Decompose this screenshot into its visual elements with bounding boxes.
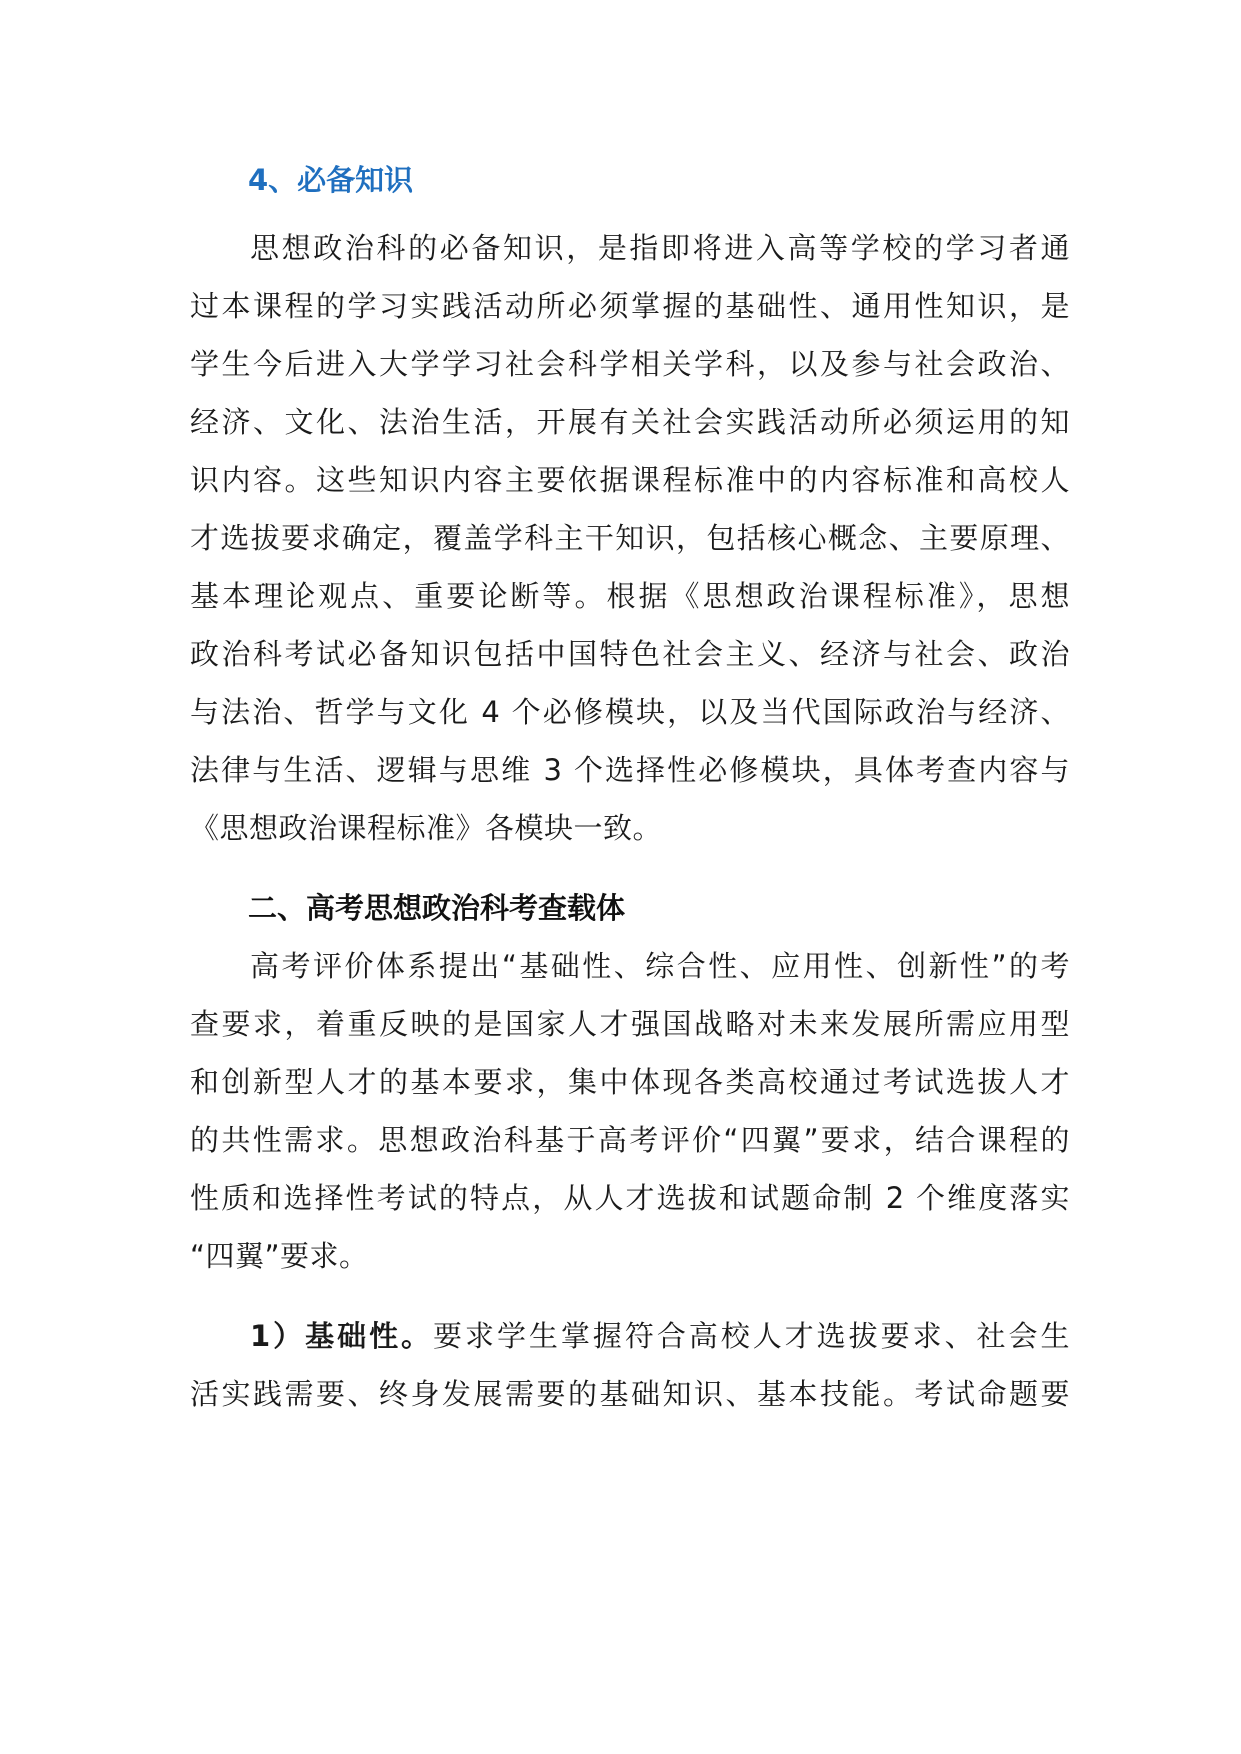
- item-1-line: [250, 1316, 1070, 1356]
- paragraph-line: 政治科考试必备知识包括中国特色社会主义、经济与社会、政治: [190, 637, 1070, 671]
- paragraph-line: 查要求，着重反映的是国家人才强国战略对未来发展所需应用型: [190, 1007, 1070, 1041]
- paragraph-line: 识内容。这些知识内容主要依据课程标准中的内容标准和高校人: [190, 463, 1070, 497]
- item-1-label: 1）基础性。: [250, 1319, 434, 1353]
- section-2-heading: 二、高考思想政治科考查载体: [248, 891, 626, 925]
- paragraph-line: 思想政治科的必备知识，是指即将进入高等学校的学习者通: [250, 231, 1070, 265]
- paragraph-line: 法律与生活、逻辑与思维 3 个选择性必修模块，具体考查内容与: [190, 753, 1070, 787]
- section-4-heading: 4、必备知识: [248, 163, 414, 197]
- paragraph-line: 过本课程的学习实践活动所必须掌握的基础性、通用性知识，是: [190, 289, 1070, 323]
- paragraph-line: 基本理论观点、重要论断等。根据《思想政治课程标准》，思想: [190, 579, 1070, 613]
- paragraph-line: 与法治、哲学与文化 4 个必修模块，以及当代国际政治与经济、: [190, 695, 1070, 729]
- paragraph-line: 经济、文化、法治生活，开展有关社会实践活动所必须运用的知: [190, 405, 1070, 439]
- paragraph-line: 性质和选择性考试的特点，从人才选拔和试题命制 2 个维度落实: [190, 1181, 1070, 1215]
- paragraph-line: 活实践需要、终身发展需要的基础知识、基本技能。考试命题要: [190, 1377, 1070, 1411]
- paragraph-line: 的共性需求。思想政治科基于高考评价“四翼”要求，结合课程的: [190, 1123, 1070, 1157]
- paragraph-line: 学生今后进入大学学习社会科学相关学科，以及参与社会政治、: [190, 347, 1070, 381]
- item-1-text: 要求学生掌握符合高校人才选拔要求、社会生: [433, 1319, 1070, 1353]
- paragraph-line: 和创新型人才的基本要求，集中体现各类高校通过考试选拔人才: [190, 1065, 1070, 1099]
- paragraph-line: 高考评价体系提出“基础性、综合性、应用性、创新性”的考: [250, 949, 1070, 983]
- paragraph-line: “四翼”要求。: [190, 1239, 369, 1273]
- paragraph-line: 《思想政治课程标准》各模块一致。: [190, 811, 663, 845]
- paragraph-line: 才选拔要求确定，覆盖学科主干知识，包括核心概念、主要原理、: [190, 521, 1070, 555]
